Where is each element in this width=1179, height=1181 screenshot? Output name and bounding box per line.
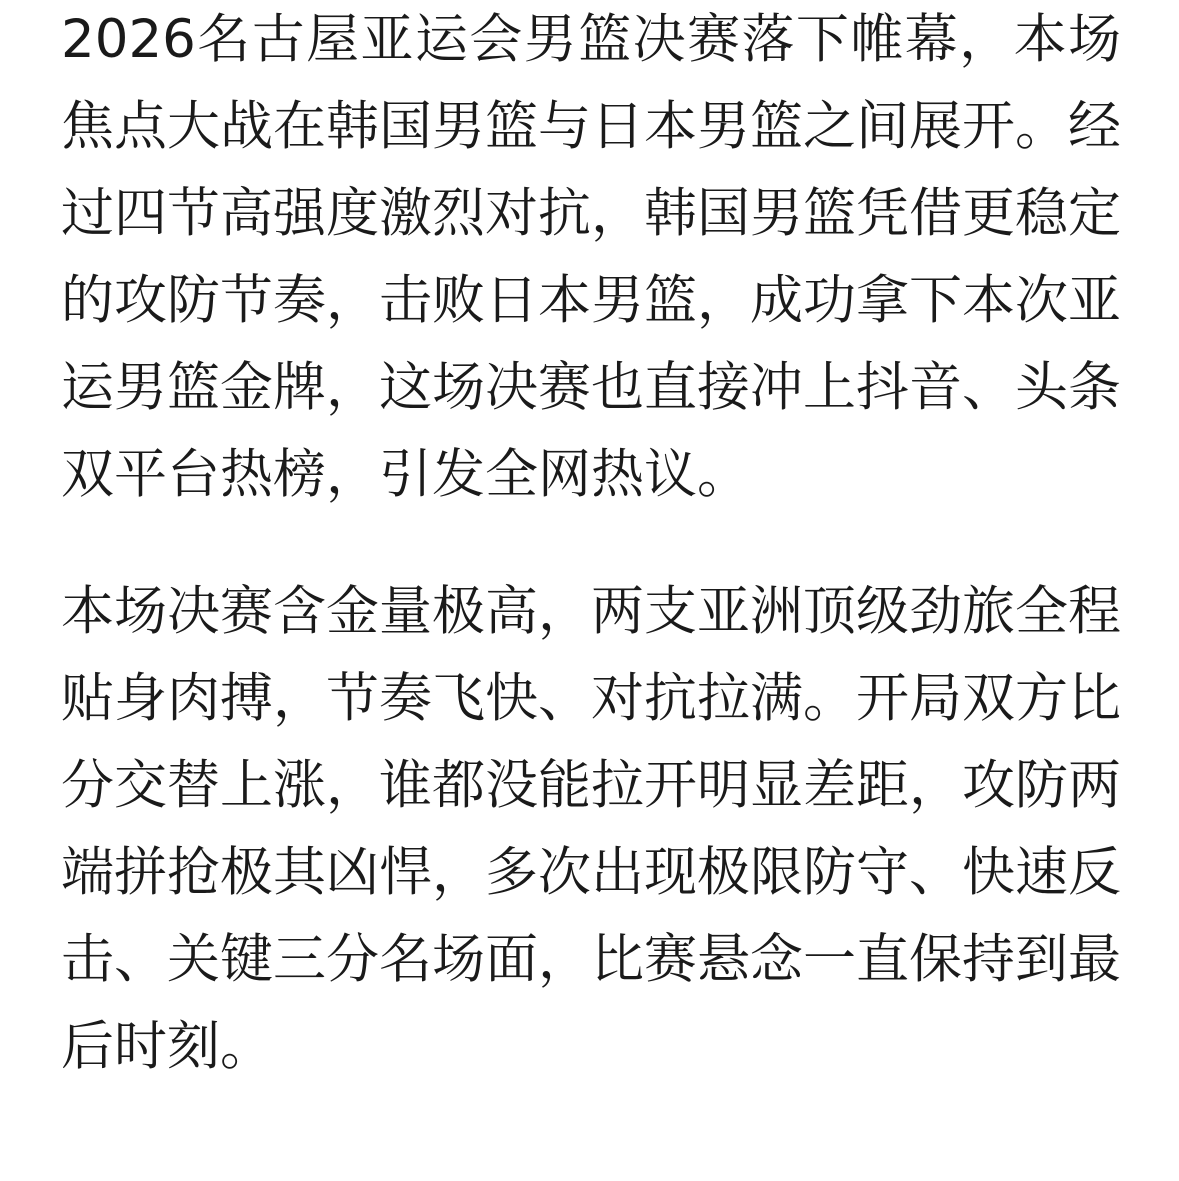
article-body bbox=[61, 0, 1121, 1090]
article-paragraph-1: 2026名古屋亚运会男篮决赛落下帷幕，本场焦点大战在韩国男篮与日本男篮之间展开。经过四节高强度激烈对抗，韩国男篮凭借更稳定的攻防节奏，击败日本男篮，成功拿下本次亚运男篮金牌，这场决赛也直接冲上抖音、头条双平台热榜，引发全网热议。 bbox=[61, 9, 1121, 505]
article-paragraph-2: 本场决赛含金量极高，两支亚洲顶级劲旅全程贴身肉搏，节奏飞快、对抗拉满。开局双方比分交替上涨，谁都没能拉开明显差距，攻防两端拼抢极其凶悍，多次出现极限防守、快速反击、关键三分名场面，比赛悬念一直保持到最后时刻。 bbox=[61, 581, 1121, 1077]
